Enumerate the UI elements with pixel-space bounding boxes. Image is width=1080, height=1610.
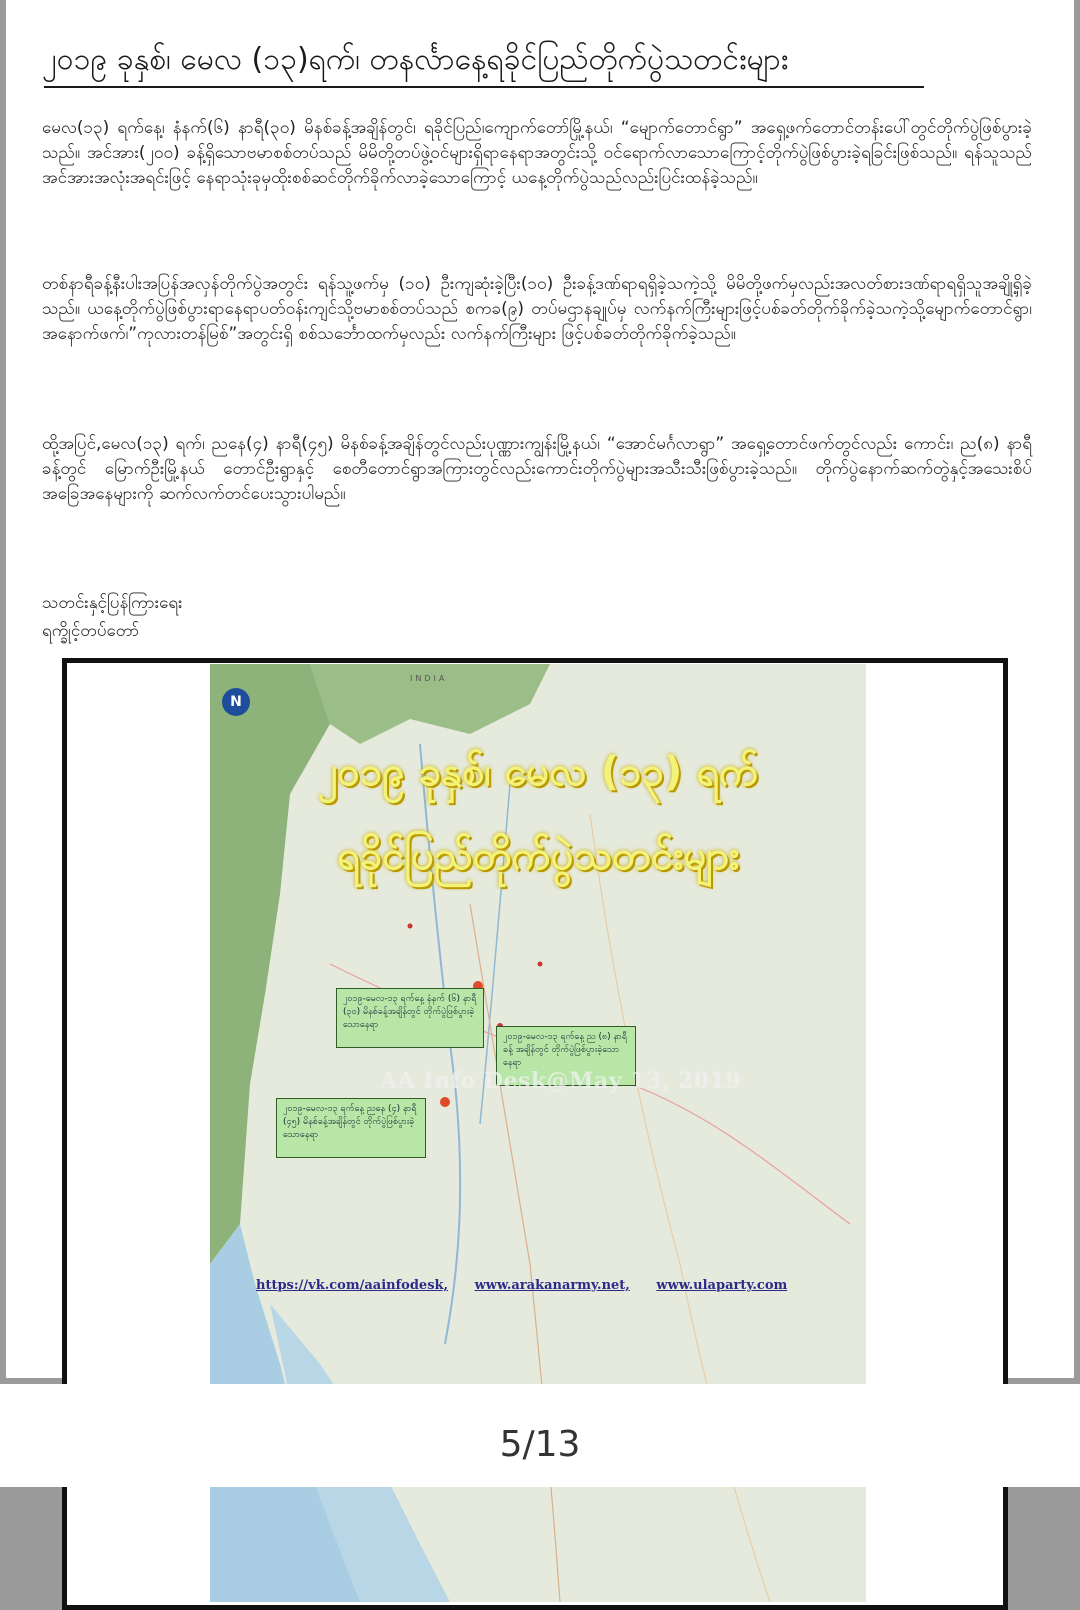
- battle-marker-2: [440, 1097, 450, 1107]
- paragraph-3: ထို့အပြင်,မေလ(၁၃) ရက်၊ ညနေ(၄) နာရီ(၄၅) မိနစ်ခန့်အချိန်တွင်လည်းပုဏ္ဏားကျွန်းမြို့နယ်၊ “အောင်မင်္ဂလာရွာ” အရှေ့တောင်ဖက်တွင်လည်း ကောင်း၊ ည(၈) နာရီခန့်တွင် မြောက်ဦးမြို့နယ် တောင်ဦးရွာနှင့် စေတီတောင်ရွာအကြားတွင်လည်းကောင်းတိုက်ပွဲများအသီးသီးဖြစ်ပွားခဲ့သည်။ တိုက်ပွဲနောက်ဆက်တွဲနှင့်အသေးစိပ်အခြေအနေများကို ဆက်လက်တင်ပေးသွားပါမည်။: [42, 434, 1032, 504]
- link-vk[interactable]: https://vk.com/aainfodesk,: [256, 1278, 449, 1293]
- page-gutter-left: [0, 0, 6, 1384]
- paragraph-1: မေလ(၁၃) ရက်နေ့၊ နံနက်(၆) နာရီ(၃၀) မိနစ်ခန့်အချိန်တွင်၊ ရခိုင်ပြည်၊ကျောက်တော်မြို့နယ်၊ “မျောက်တောင်ရွာ” အရှေ့ဖက်တောင်တန်းပေါ်တွင်တိုက်ပွဲဖြစ်ပွားခဲ့သည်။ အင်အား(၂၀၀) ခန့်ရှိသောဗမာစစ်တပ်သည် မိမိတို့တပ်ဖွဲ့ဝင်များရှိရာနေရာအတွင်းသို့ ဝင်ရောက်လာသောကြောင့်တိုက်ပွဲဖြစ်ပွားခဲ့ရခြင်းဖြစ်သည်။ ရန်သူသည်အင်အားအလုံးအရင်းဖြင့် နေရာသုံးခုမှထိုးစစ်ဆင်တိုက်ခိုက်လာခဲ့သောကြောင့် ယနေ့တိုက်ပွဲသည်လည်းပြင်းထန်ခဲ့သည်။: [42, 118, 1032, 188]
- map-label-1: ၂၀၁၉-မေလ-၁၃ ရက်နေ့ နံနက် (၆) နာရီ (၃၀) မိနစ်ခန့်အချိန်တွင် တိုက်ပွဲဖြစ်ပွားခဲ့သောနေရာ: [336, 988, 484, 1048]
- signature-organization: ရက္ခိုင့်တပ်တော်: [42, 621, 140, 641]
- link-ulaparty[interactable]: www.ulaparty.com: [656, 1278, 788, 1293]
- page-indicator: 5/13: [499, 1424, 581, 1465]
- title-underline: [44, 86, 924, 88]
- map-label-3: ၂၀၁၉-မေလ-၁၃ ရက်နေ့ ညနေ (၄) နာရီ (၄၅) မိနစ်ခန့်အချိန်တွင် တိုက်ပွဲဖြစ်ပွားခဲ့သောနေရာ: [276, 1098, 426, 1158]
- signature-department: သတင်းနှင့်ပြန်ကြားရေး: [42, 593, 183, 613]
- map-label-2: ၂၀၁၉-မေလ-၁၃ ရက်နေ့ ည (၈) နာရီခန့် အချိန်တွင် တိုက်ပွဲဖြစ်ပွားခဲ့သောနေရာ: [496, 1026, 636, 1086]
- compass-icon: N: [222, 688, 250, 716]
- map-source-links: [256, 1278, 809, 1293]
- page-title: ၂၀၁၉ ခုနှစ်၊ မေလ (၁၃)ရက်၊ တနင်္လာနေ့ရခိုင်ပြည်တိုက်ပွဲသတင်းများ: [42, 42, 789, 77]
- map-title-line-1: ၂၀၁၉ ခုနှစ်၊ မေလ (၁၃) ရက်: [317, 749, 759, 795]
- link-arakanarmy[interactable]: www.arakanarmy.net,: [474, 1278, 630, 1293]
- page-gutter-right: [1074, 0, 1080, 1384]
- map-title-line-2: ရခိုင်ပြည်တိုက်ပွဲသတင်းများ: [336, 833, 740, 879]
- map-watermark: AA Info Desk@May 13, 2019: [380, 1068, 742, 1094]
- map-country-label: INDIA: [410, 674, 448, 683]
- paragraph-2: တစ်နာရီခန့်နီးပါးအပြန်အလှန်တိုက်ပွဲအတွင်း ရန်သူ့ဖက်မှ (၁၀) ဦးကျဆုံးခဲ့ပြီး(၁၀) ဦးခန့်ဒဏ်ရာရရှိခဲ့သကဲ့သို့ မိမိတို့ဖက်မှလည်းအလတ်စားဒဏ်ရာရရှိသူအချို့ရှိခဲ့သည်။ ယနေ့တိုက်ပွဲဖြစ်ပွားရာနေရာပတ်ဝန်းကျင်သို့ဗမာစစ်တပ်သည် စကခ(၉) တပ်မဌာနချုပ်မှ လက်နက်ကြီးများဖြင့်ပစ်ခတ်တိုက်ခိုက်ခဲ့သကဲ့သို့မျောက်တောင်ရွာ၊ အနောက်ဖက်၊”ကုလားတန်မြစ်”အတွင်းရှိ စစ်သင်္ဘောထက်မှလည်း လက်နက်ကြီးများ ဖြင့်ပစ်ခတ်တိုက်ခိုက်ခဲ့သည်။: [42, 274, 1032, 344]
